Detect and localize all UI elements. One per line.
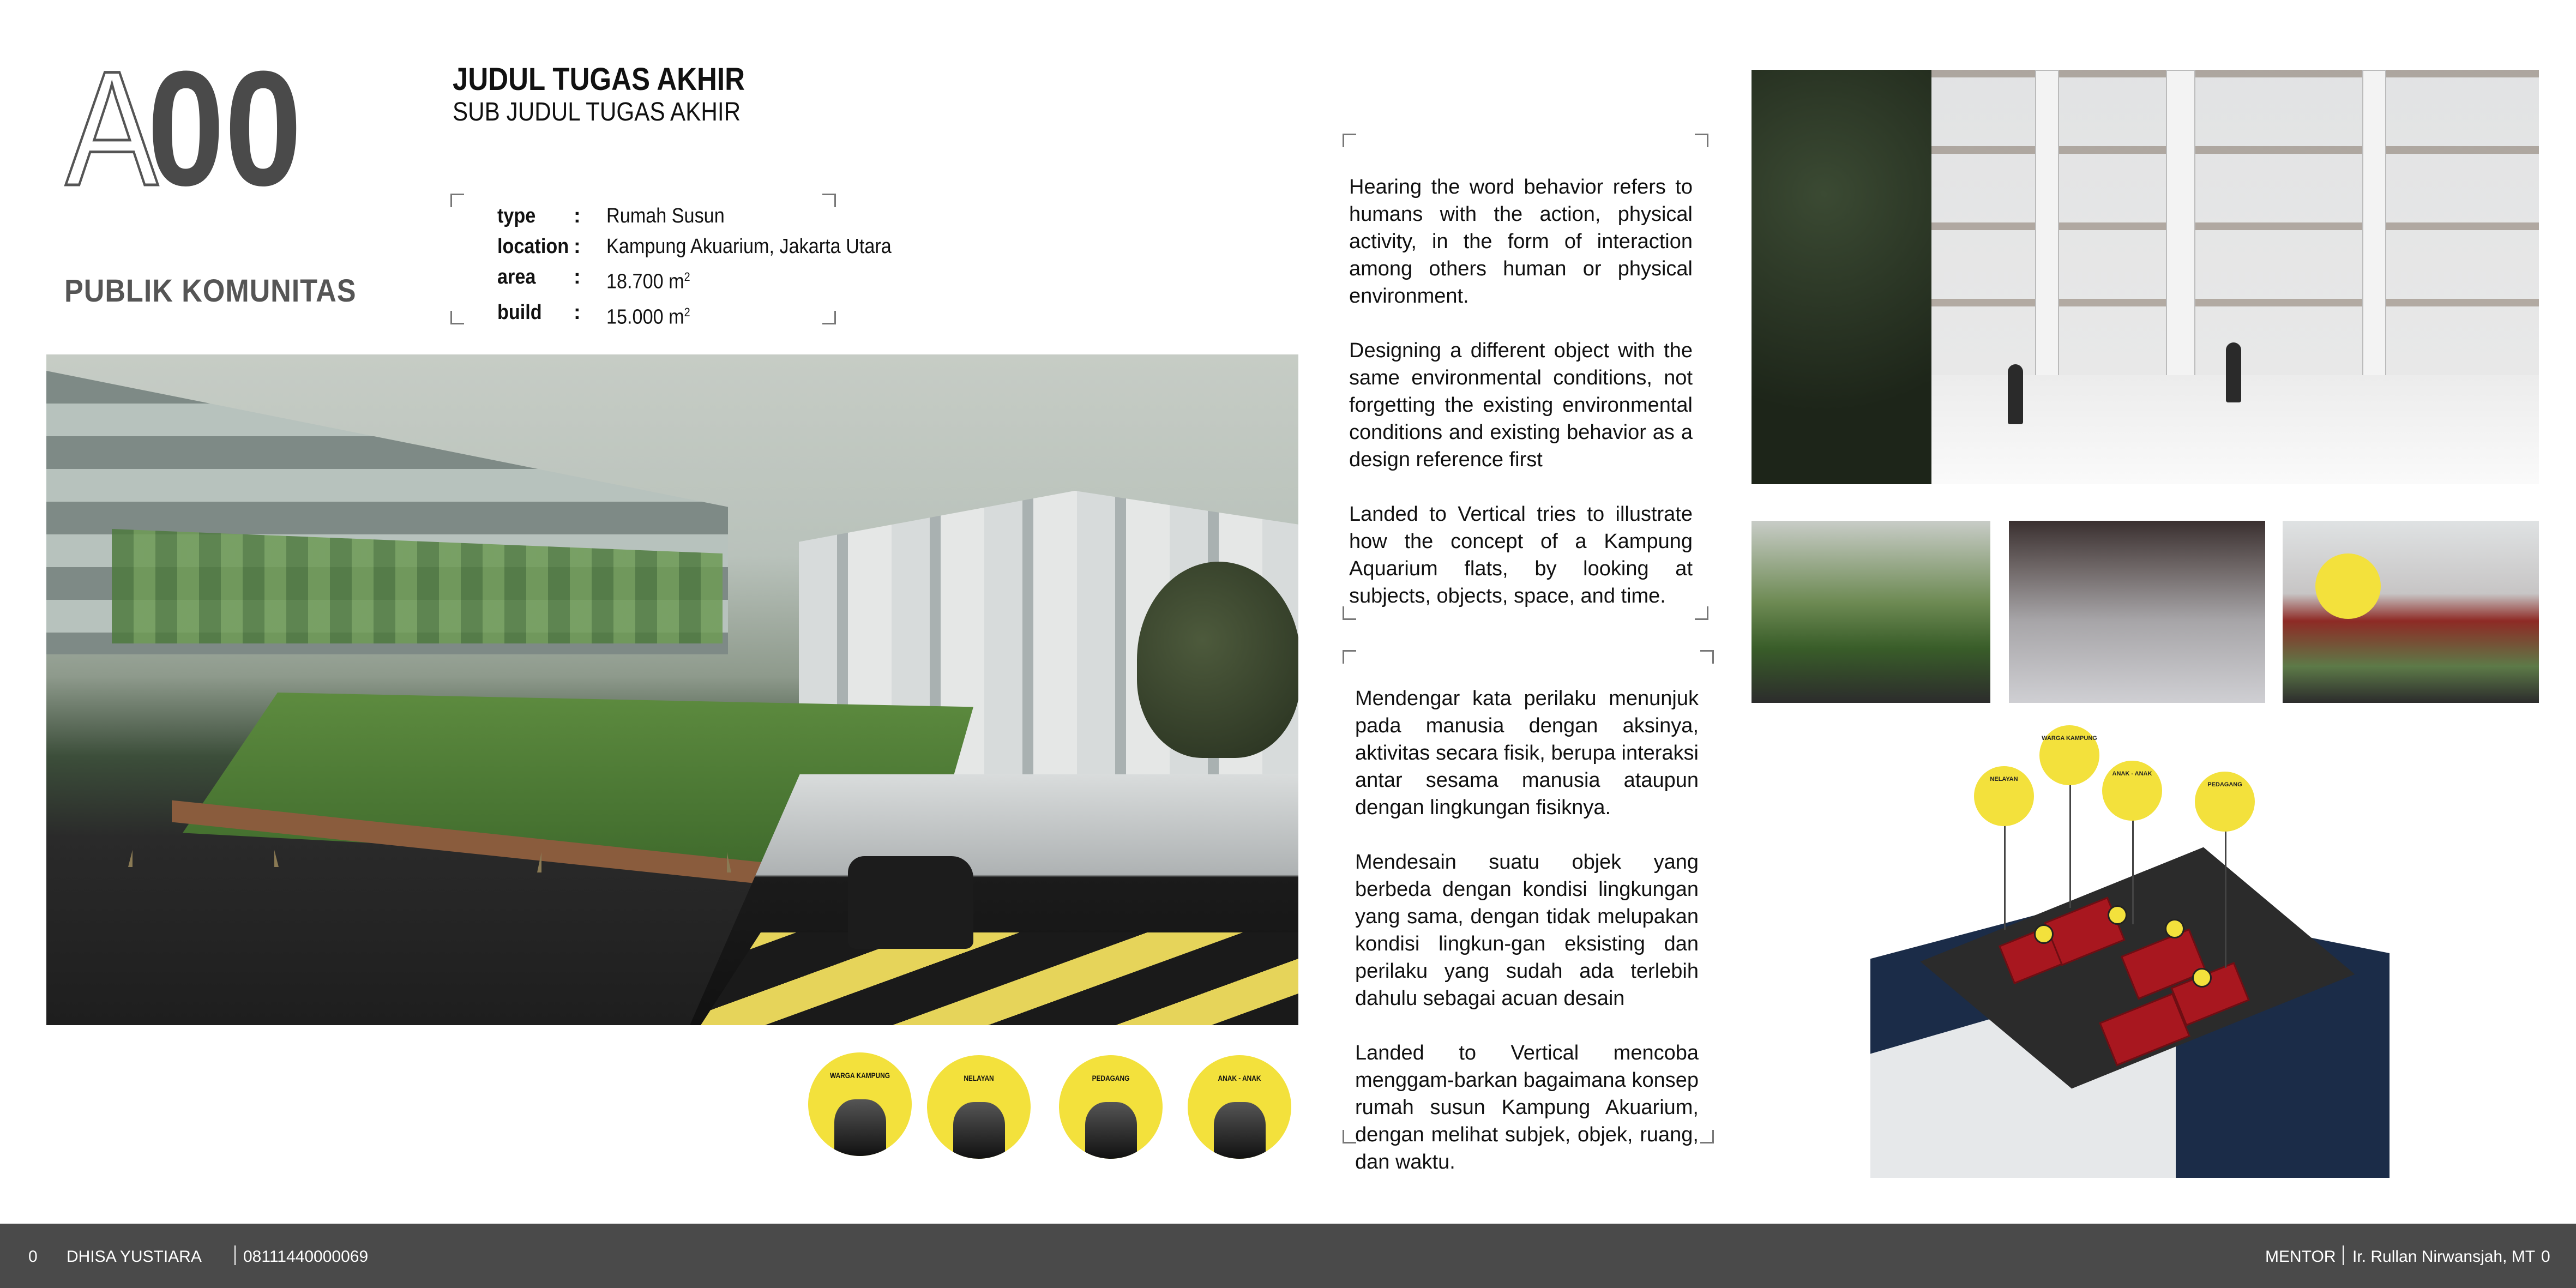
spec-separator: :	[574, 235, 581, 258]
stakeholder-label: PEDAGANG	[1092, 1074, 1130, 1082]
iso-leader-line	[2069, 777, 2071, 908]
mentor-name: Ir. Rullan Nirwansjah, MT	[2352, 1248, 2536, 1266]
spec-value: Kampung Akuarium, Jakarta Utara	[606, 235, 892, 258]
stakeholder-label: NELAYAN	[964, 1074, 994, 1082]
spec-value: Rumah Susun	[606, 204, 725, 227]
stakeholder-photo	[1085, 1102, 1137, 1159]
project-subtitle: SUB JUDUL TUGAS AKHIR	[453, 98, 741, 127]
corner-bracket	[1343, 650, 1356, 664]
small-render-mosque	[2283, 521, 2539, 703]
interior-courtyard-render	[1752, 70, 2539, 484]
project-title: JUDUL TUGAS AKHIR	[453, 62, 745, 97]
iso-bubble-warga	[2039, 725, 2099, 785]
sheet-code-letter: A	[65, 37, 154, 220]
spec-key: location	[497, 235, 569, 258]
render-car	[848, 856, 973, 949]
author-phone: 08111440000069	[243, 1248, 369, 1266]
paragraph: Landed to Vertical mencoba menggam-barkan bagaimana konsep rumah susun Kampung Akuarium, dengan melihat subjek, objek, ruang, dan waktu.	[1355, 1042, 1699, 1173]
iso-bubble-pedagang	[2195, 772, 2255, 832]
spec-key: area	[497, 266, 536, 288]
iso-bubble-nelayan	[1974, 766, 2034, 826]
corner-bracket	[1695, 134, 1708, 147]
spec-value: 15.000 m	[606, 305, 684, 329]
footer-divider	[234, 1245, 236, 1265]
category-label: PUBLIK KOMUNITAS	[64, 273, 357, 309]
iso-bubble-label: NELAYAN	[1990, 776, 2018, 783]
stakeholder-warga-kampung	[808, 1052, 912, 1156]
corner-bracket	[450, 194, 464, 207]
stakeholder-pedagang	[1059, 1055, 1163, 1159]
spec-unit-exponent: 2	[684, 305, 690, 319]
yellow-accent-circle	[2315, 553, 2381, 619]
page-number-left: 0	[28, 1248, 38, 1266]
iso-marker	[2192, 968, 2212, 988]
iso-leader-line	[2132, 804, 2134, 924]
paragraph: Designing a different object with the same environmental conditions, not forgetting the existing environmental conditions and existing behavior as a design reference first	[1349, 339, 1693, 471]
stakeholder-label: WARGA KAMPUNG	[830, 1071, 890, 1080]
render-tree	[1137, 562, 1298, 758]
spec-unit-exponent: 2	[684, 270, 690, 284]
spec-key: type	[497, 204, 536, 227]
corner-bracket	[1695, 606, 1708, 620]
iso-marker	[2034, 924, 2054, 944]
isometric-site-render	[1870, 717, 2390, 1178]
paragraph: Mendesain suatu objek yang berbeda dengan kondisi lingkungan yang sama, dengan tidak melupakan kondisi lingkun-gan eksisting dan perilaku yang sudah ada terlebih dahulu sebagai acuan desain	[1355, 851, 1699, 1010]
stakeholder-photo	[1214, 1102, 1266, 1159]
description-english	[1349, 173, 1693, 637]
spec-row-type	[497, 201, 923, 231]
stakeholder-nelayan	[927, 1055, 1031, 1159]
iso-leader-line	[2225, 810, 2226, 968]
page-number-right: 0	[2541, 1248, 2550, 1266]
footer-bar	[0, 1224, 2576, 1288]
render-structure	[1931, 70, 2539, 375]
corner-bracket	[1343, 1130, 1356, 1143]
iso-bubble-anak	[2102, 761, 2162, 821]
paragraph: Mendengar kata perilaku menunjuk pada manusia dengan aksinya, aktivitas secara fisik, berupa interaksi antar sesama manusia ataupun dengan lingkungan fisiknya.	[1355, 687, 1699, 819]
stakeholder-label: ANAK - ANAK	[1218, 1074, 1261, 1082]
render-person	[2226, 342, 2241, 402]
corner-bracket	[1343, 134, 1356, 147]
spec-row-location	[497, 231, 923, 262]
corner-bracket	[1700, 650, 1714, 664]
spec-row-area	[497, 262, 923, 297]
description-indonesian	[1355, 685, 1699, 1203]
render-vegetation	[1752, 70, 1931, 484]
spec-key: build	[497, 300, 542, 324]
render-road-marking	[701, 932, 1298, 1025]
small-render-hall	[2009, 521, 2265, 703]
spec-separator: :	[574, 204, 581, 227]
spec-value-wrap	[606, 262, 690, 297]
author-name: DHISA YUSTIARA	[67, 1248, 202, 1266]
small-render-garden	[1752, 521, 1990, 703]
stakeholder-anak-anak	[1188, 1055, 1291, 1159]
iso-bubble-label: WARGA KAMPUNG	[2042, 735, 2097, 742]
spec-separator: :	[574, 300, 581, 324]
sheet-code-number: 00	[147, 37, 302, 220]
render-person	[2008, 364, 2023, 424]
spec-row-build	[497, 297, 923, 333]
spec-value: 18.700 m	[606, 270, 684, 293]
paragraph: Landed to Vertical tries to illustrate how the concept of a Kampung Aquarium flats, by looking at subjects, objects, space, and time.	[1349, 503, 1693, 607]
iso-leader-line	[2004, 810, 2006, 930]
spec-value-wrap	[606, 297, 690, 333]
spec-separator: :	[574, 266, 581, 288]
stakeholder-photo	[834, 1099, 886, 1157]
iso-marker	[2165, 919, 2184, 938]
iso-bubble-label: PEDAGANG	[2207, 781, 2242, 788]
mentor-label: MENTOR	[2265, 1248, 2336, 1266]
iso-marker	[2108, 905, 2127, 925]
corner-bracket	[1700, 1130, 1714, 1143]
iso-bubble-label: ANAK - ANAK	[2112, 771, 2152, 777]
corner-bracket	[450, 311, 464, 324]
project-specs	[497, 201, 923, 332]
stakeholder-photo	[953, 1102, 1005, 1159]
sheet-code	[65, 37, 329, 220]
footer-divider	[2343, 1245, 2344, 1265]
paragraph: Hearing the word behavior refers to humans with the action, physical activity, in the form of interaction among others human or physical environment.	[1349, 176, 1693, 308]
main-perspective-render	[46, 354, 1298, 1025]
